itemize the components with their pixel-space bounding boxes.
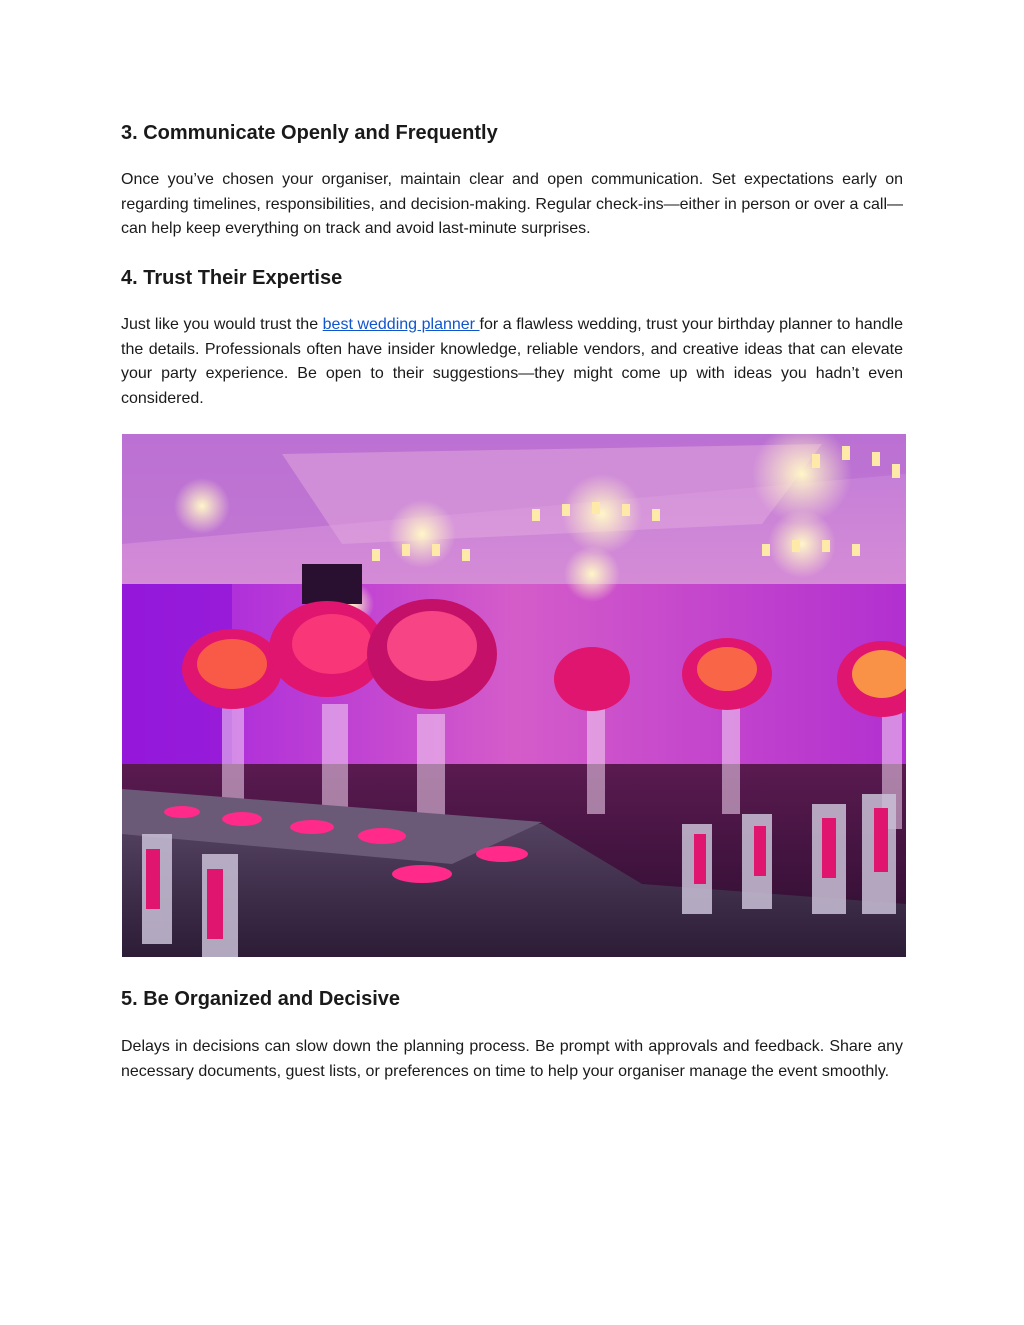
best-wedding-planner-link[interactable]: best wedding planner [322, 316, 480, 333]
banquet-hall-photo [122, 434, 906, 957]
section-heading-organized: 5. Be Organized and Decisive [121, 988, 400, 1010]
section-body-trust [121, 313, 903, 411]
trust-text-after-link: for a flawless wedding, trust your birthday planner to handle the details. Professionals often have insider knowledge, reliable vendors, and creative ideas that can elevate your party experience. Be open to their suggestions—they might come up with ideas you hadn’t even considered. [121, 316, 904, 407]
section-body-communicate: Once you’ve chosen your organiser, maintain clear and open communication. Set expectations early on regarding timelines, responsibilities, and decision-making. Regular check-ins—either in person or over a call—can help keep everything on track and avoid last-minute surprises. [121, 171, 903, 237]
section-heading-communicate: 3. Communicate Openly and Frequently [121, 122, 498, 144]
section-body-organized: Delays in decisions can slow down the planning process. Be prompt with approvals and feedback. Share any necessary documents, guest lists, or preferences on time to help your organiser manage the event smoothly. [121, 1038, 903, 1080]
trust-text-before-link: Just like you would trust the [121, 316, 323, 333]
section-heading-trust: 4. Trust Their Expertise [121, 267, 343, 289]
